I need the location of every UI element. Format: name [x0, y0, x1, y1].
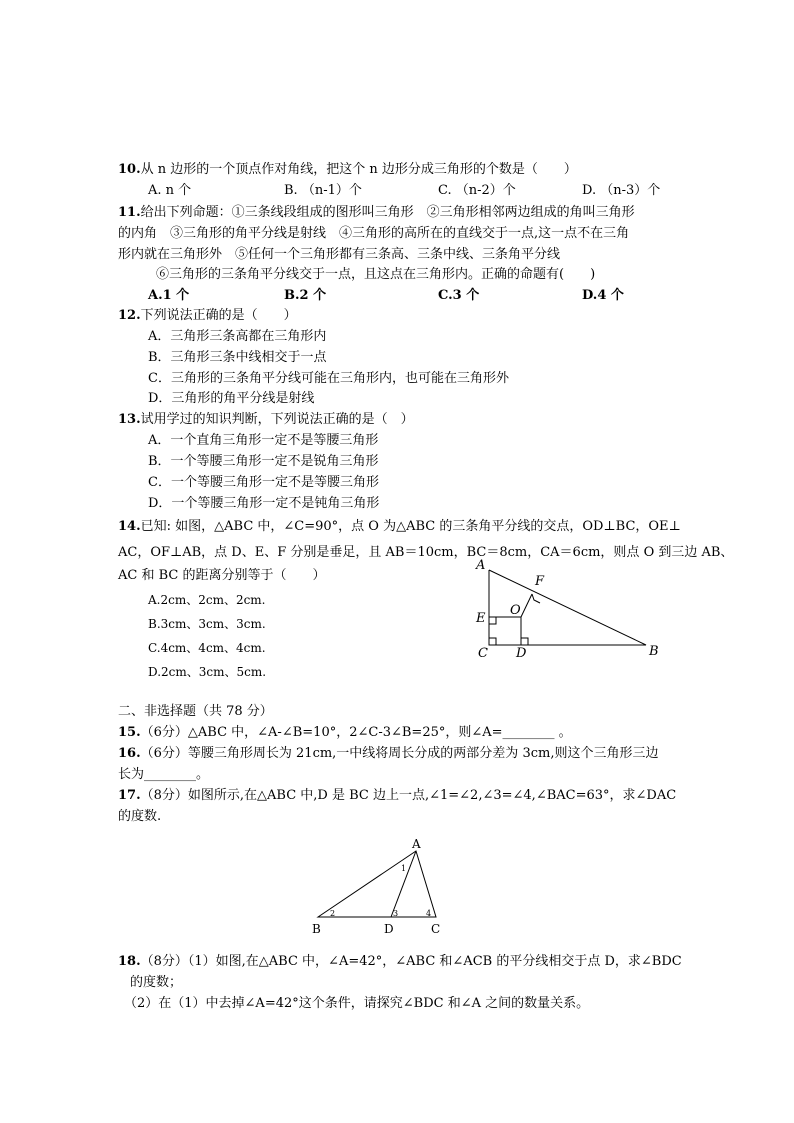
q17-text-1: （8分）如图所示,在△ABC 中,D 是 BC 边上一点,∠1=∠2,∠3=∠4,∠BAC=63°，求∠DAC: [140, 788, 677, 803]
q12-option-d: D．三角形的角平分线是射线: [148, 391, 315, 406]
q10-number: 10.: [118, 162, 141, 177]
q12-option-c: C．三角形的三条角平分线可能在三角形内，也可能在三角形外: [148, 371, 509, 386]
q18-line-1: [118, 953, 682, 971]
q10-options: [148, 182, 708, 200]
triangle-abc: [318, 851, 436, 917]
q17-line-1: [118, 787, 676, 805]
q12-stem: [118, 307, 297, 325]
q13-option-c: C．一个等腰三角形一定不是等腰三角形: [148, 475, 379, 490]
q14-option-c: C.4cm、4cm、4cm.: [148, 641, 266, 655]
label-d: D: [516, 646, 527, 661]
q11-line-1: [118, 204, 635, 222]
q14-option-a: A.2cm、2cm、2cm.: [148, 593, 266, 607]
angle-2-label: 2: [330, 909, 336, 918]
q15-text: （6分）△ABC 中，∠A-∠B=10°，2∠C-3∠B=25°，则∠A=________ 。: [140, 725, 572, 740]
label-f: F: [535, 574, 545, 589]
right-angle-d: [521, 638, 528, 645]
angle-3-label: 3: [393, 909, 399, 918]
segment-ad: [391, 851, 416, 917]
q12-number: 12.: [118, 308, 141, 323]
label-o: O: [510, 603, 521, 618]
q10-option-c: C. （n-2）个: [438, 183, 516, 198]
label-c: C: [431, 922, 441, 936]
angle-1-label: 1: [401, 864, 407, 873]
q17-line-2: 的度数.: [118, 809, 162, 824]
q15-stem: [118, 724, 572, 742]
q13-option-d: D．一个等腰三角形一定不是钝角三角形: [148, 496, 380, 511]
q10-option-b: B. （n-1）个: [284, 183, 362, 198]
label-a: A: [412, 837, 421, 851]
q12-text: 下列说法正确的是（ ）: [140, 308, 297, 323]
label-b: B: [649, 644, 659, 659]
section-2-title: 二、非选择题（共 78 分）: [118, 704, 273, 719]
q18-line-2: 的度数；: [130, 975, 183, 990]
q13-stem: [118, 411, 414, 429]
q14-triangle-figure: [470, 556, 670, 662]
q11-option-a: A.1 个: [148, 288, 190, 303]
q14-line-2: AC，OF⊥AB，点 D、E、F 分别是垂足，且 AB＝10cm，BC＝8cm，CA＝6cm，则点 O 到三边 AB、: [118, 545, 734, 560]
label-d: D: [384, 922, 394, 936]
q18-text-1: （8分）（1）如图,在△ABC 中，∠A=42°，∠ABC 和∠ACB 的平分线相交于点 D，求∠BDC: [140, 954, 682, 969]
q17-triangle-figure: [302, 836, 452, 936]
q14-number: 14.: [118, 519, 141, 534]
q13-option-b: B．一个等腰三角形一定不是锐角三角形: [148, 454, 379, 469]
q12-option-b: B．三角形三条中线相交于一点: [148, 350, 327, 365]
q16-line-1: [118, 745, 658, 763]
q15-number: 15.: [118, 725, 141, 740]
label-b: B: [312, 922, 321, 936]
q18-number: 18.: [118, 954, 141, 969]
q18-line-3: （2）在（1）中去掉∠A=42°这个条件，请探究∠BDC 和∠A 之间的数量关系。: [124, 996, 590, 1011]
q14-line-1: [118, 518, 681, 536]
q14-line-3: AC 和 BC 的距离分别等于（ ）: [118, 568, 326, 583]
right-angle-e: [489, 617, 496, 624]
q13-number: 13.: [118, 412, 141, 427]
q13-option-a: A．一个直角三角形一定不是等腰三角形: [148, 433, 379, 448]
q11-options: [148, 287, 708, 305]
q10-option-d: D. （n-3）个: [582, 183, 661, 198]
q17-number: 17.: [118, 788, 141, 803]
q11-line-3: 形内就在三角形外 ⑤任何一个三角形都有三条高、三条中线、三条角平分线: [118, 247, 561, 262]
q10-text: 从 n 边形的一个顶点作对角线，把这个 n 边形分成三角形的个数是（ ）: [140, 162, 577, 177]
q14-text-1: 已知: 如图，△ABC 中，∠C=90°，点 O 为△ABC 的三条角平分线的交点，OD⊥BC，OE⊥: [140, 519, 681, 534]
angle-4-label: 4: [426, 909, 432, 918]
q16-number: 16.: [118, 746, 141, 761]
q14-option-b: B.3cm、3cm、3cm.: [148, 617, 266, 631]
label-e: E: [476, 611, 486, 626]
q14-option-d: D.2cm、3cm、5cm.: [148, 665, 267, 679]
q10-stem: [118, 161, 577, 179]
q12-option-a: A．三角形三条高都在三角形内: [148, 329, 327, 344]
label-a: A: [476, 558, 486, 573]
q16-text-1: （6分）等腰三角形周长为 21cm,一中线将周长分成的两部分差为 3cm,则这个三角形三边: [140, 746, 659, 761]
q11-option-c: C.3 个: [438, 288, 480, 303]
label-c: C: [478, 646, 488, 661]
q11-text-1: 给出下列命题：①三条线段组成的图形叫三角形 ②三角形相邻两边组成的角叫三角形: [140, 205, 635, 220]
q10-option-a: A. n 个: [148, 183, 192, 198]
q11-number: 11.: [118, 205, 141, 220]
segment-of: [521, 594, 532, 617]
right-angle-c: [489, 638, 496, 645]
q13-text: 试用学过的知识判断，下列说法正确的是（ ）: [140, 412, 414, 427]
q11-option-b: B.2 个: [284, 288, 327, 303]
q16-line-2: 长为________。: [118, 767, 210, 782]
q11-line-2: 的内角 ③三角形的角平分线是射线 ④三角形的高所在的直线交于一点,这一点不在三角: [118, 226, 630, 241]
q11-line-4: ⑥三角形的三条角平分线交于一点，且这点在三角形内。正确的命题有( ): [156, 267, 596, 282]
right-angle-f: [532, 594, 540, 603]
q11-option-d: D.4 个: [582, 288, 624, 303]
